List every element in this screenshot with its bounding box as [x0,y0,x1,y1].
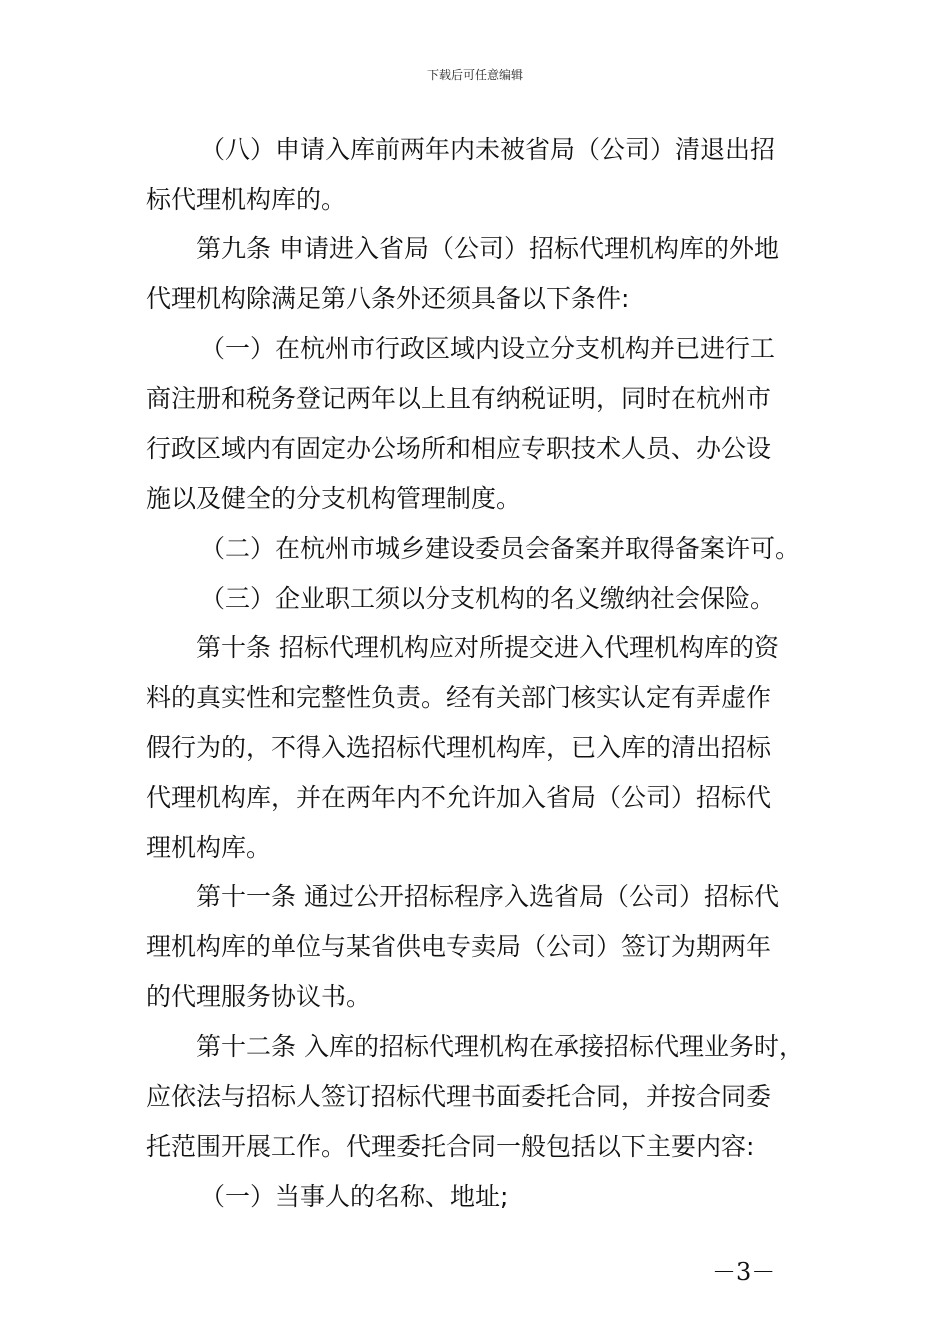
paragraph-line: 商注册和税务登记两年以上且有纳税证明，同时在杭州市 [146,384,772,413]
paragraph-line: 托范围开展工作。代理委托合同一般包括以下主要内容: [146,1132,755,1161]
paragraph-line: 第十一条 通过公开招标程序入选省局（公司）招标代 [196,882,779,911]
paragraph-line: （二）在杭州市城乡建设委员会备案并取得备案许可。 [200,534,801,563]
paragraph-line: 理机构库。 [146,833,272,862]
paragraph-line: （三）企业职工须以分支机构的名义缴纳社会保险。 [200,584,776,613]
paragraph-line: （一）在杭州市行政区域内设立分支机构并已进行工 [200,334,776,363]
paragraph-line: 料的真实性和完整性负责。经有关部门核实认定有弄虚作 [146,683,772,712]
paragraph-line: （一）当事人的名称、地址; [200,1182,509,1211]
paragraph-line: 代理机构除满足第八条外还须具备以下条件: [146,284,630,313]
page-number: －3－ [712,1258,776,1286]
paragraph-line: 标代理机构库的。 [146,185,347,214]
paragraph-line: 第十二条 入库的招标代理机构在承接招标代理业务时， [196,1032,804,1061]
page-header: 下载后可任意编辑 [426,68,523,82]
paragraph-line: 第十条 招标代理机构应对所提交进入代理机构库的资 [196,633,779,662]
paragraph-line: （八）申请入库前两年内未被省局（公司）清退出招 [200,135,776,164]
paragraph-line: 代理机构库，并在两年内不允许加入省局（公司）招标代 [146,783,772,812]
paragraph-line: 第九条 申请进入省局（公司）招标代理机构库的外地 [196,234,779,263]
paragraph-line: 的代理服务协议书。 [146,982,372,1011]
paragraph-line: 假行为的，不得入选招标代理机构库，已入库的清出招标 [146,733,772,762]
paragraph-line: 应依法与招标人签订招标代理书面委托合同，并按合同委 [146,1082,772,1111]
paragraph-line: 施以及健全的分支机构管理制度。 [146,484,522,513]
paragraph-line: 行政区域内有固定办公场所和相应专职技术人员、办公设 [146,434,772,463]
paragraph-line: 理机构库的单位与某省供电专卖局（公司）签订为期两年 [146,932,772,961]
